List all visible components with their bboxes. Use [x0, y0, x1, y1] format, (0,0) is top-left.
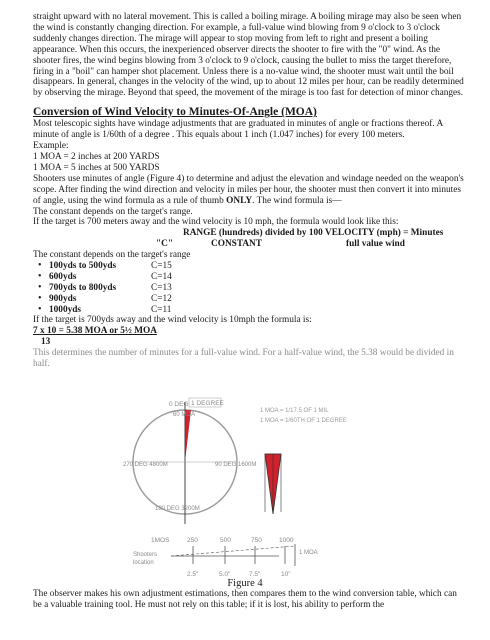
shooters-paragraph-emphasis: ONLY [226, 195, 253, 206]
scale-label-500: 500 [220, 537, 231, 544]
range-label: 1000yds [49, 304, 82, 315]
label-270: 270 DEG 4800M [123, 462, 168, 468]
scale-label-750: 750 [251, 537, 262, 544]
example-line-1: 1 MOA = 2 inches at 200 YARDS [33, 151, 160, 162]
label-180: 180 DEG 3200M [155, 506, 200, 512]
range-label: 900yds [49, 293, 77, 304]
label-0deg: 0 DEG [169, 401, 189, 408]
if-700-line: If the target is 700 meters away and the wind velocity is 10 mph, the formula would look like this: [33, 217, 399, 228]
faded-paragraph: This determines the number of minutes for a full-value wind. For a half-value wind, the 5.38 would be divided in half. [33, 348, 454, 370]
scale-bottom-2-5: 2.5" [187, 571, 199, 578]
scale-angle-line [171, 546, 295, 556]
shooters-paragraph-end: . The wind formula is— [252, 195, 342, 206]
constant-value: C=11 [151, 304, 172, 315]
constant-range-line: The constant depends on the target's range [33, 250, 191, 261]
label-60moa: 60 MOA [173, 412, 196, 418]
figure-4-diagram [33, 396, 463, 582]
formula-line-2 [33, 239, 465, 250]
moa-paragraph: Most telescopic sights have windage adjustments that are graduated in minutes of angle or fractions thereof. A minute of angle is 1/60th of a degree . This equals about 1 inch (1.047 inches) for every 100 meters. [33, 119, 443, 141]
formula-full-value: full value wind [346, 239, 405, 250]
shooters-label: Shooters [133, 552, 158, 558]
formula-c: "C" [156, 239, 174, 250]
shooters-paragraph [33, 174, 465, 207]
formula-line-1: RANGE (hundreds) divided by 100 VELOCITY (mph) = Minutes [183, 228, 444, 239]
scale-label-1000: 1000 [279, 537, 294, 544]
tail-paragraph: The observer makes his own adjustment estimations, then compares them to the wind conversion table, which can be a valuable training tool. He must not rely on this table; if it is lost, his ability to perform the [33, 589, 457, 610]
scale-label-250: 250 [187, 537, 198, 544]
constant-value: C=15 [151, 261, 172, 272]
scale-bottom-10: 10" [281, 571, 291, 578]
legend-line-2: 1 MOA = 1/60TH OF 1 DEGREE [260, 418, 347, 424]
figure-caption: Figure 4 [227, 578, 263, 589]
legend-line-1: 1 MOA = 1/17.5 OF 1 MIL [260, 408, 329, 414]
location-label: location [133, 560, 154, 566]
range-label: 600yds [49, 271, 77, 282]
shooters-paragraph-text: Shooters use minutes of angle (Figure 4) to determine and adjust the elevation and windage needed on the weapon's scope. After finding the wind direction and velocity in miles per hour, the shooter must then convert it into minutes of angle, using the wind formula as a rule of thumb [33, 173, 464, 206]
example-line-2: 1 MOA = 5 inches at 500 YARDS [33, 162, 160, 173]
list-item [33, 261, 465, 272]
document-page [33, 12, 465, 370]
constants-list [33, 261, 465, 315]
list-item [33, 305, 465, 316]
constant-value: C=13 [151, 282, 172, 293]
label-1deg: 1 DEGREE [191, 400, 224, 407]
constant-value: C=14 [151, 271, 172, 282]
tail-section [33, 589, 465, 611]
intro-paragraph: straight upward with no lateral movement. This is called a boiling mirage. A boiling mirage may also be seen when the wind is constantly changing direction. For example, a full-value wind blowing from 9 o'clock to 3 o'clock suddenly changes direction. The mirage will appear to stop moving from left to right and present a boiling appearance. When this occurs, the inexperienced observer directs the shooter to fire with the "0" wind. As the shooter fires, the wind begins blowing from 3 o'clock to 9 o'clock, causing the bullet to miss the target therefore, firing in a "boil" can hamper shot placement. Unless there is a no-value wind, the shooter must wait until the boil disappears. In general, changes in the velocity of the wind, up to about 12 miles per hour, can be readily determined by observing the mirage. Beyond that speed, the movement of the mirage is too fast for detection of minor changes. [33, 12, 464, 99]
formula-constant: CONSTANT [211, 239, 262, 250]
range-label: 700yds to 800yds [49, 282, 117, 293]
section-heading: Conversion of Wind Velocity to Minutes-Of-Angle (MOA) [33, 106, 317, 119]
range-label: 100yds to 500yds [49, 261, 117, 272]
label-90: 90 DEG 1600M [215, 462, 257, 468]
list-item [33, 294, 465, 305]
list-item [33, 272, 465, 283]
example-label: Example: [33, 141, 69, 152]
scale-bottom-5-0: 5.0" [219, 571, 231, 578]
scale-bottom-7-5: 7.5" [249, 571, 261, 578]
constant-value: C=12 [151, 293, 172, 304]
scale-label-1moa: 1MOS [151, 537, 170, 544]
page-number: 13 [41, 337, 51, 348]
result-line: 7 x 10 = 5.38 MOA or 5½ MOA [33, 326, 157, 337]
moa-diagram-svg [33, 396, 463, 582]
constant-line: The constant depends on the target's range. [33, 206, 193, 217]
list-item [33, 283, 465, 294]
if-700yds-line: If the target is 700yds away and the wind velocity is 10mph the formula is: [33, 315, 312, 326]
one-moa-label: 1 MOA [299, 550, 318, 556]
